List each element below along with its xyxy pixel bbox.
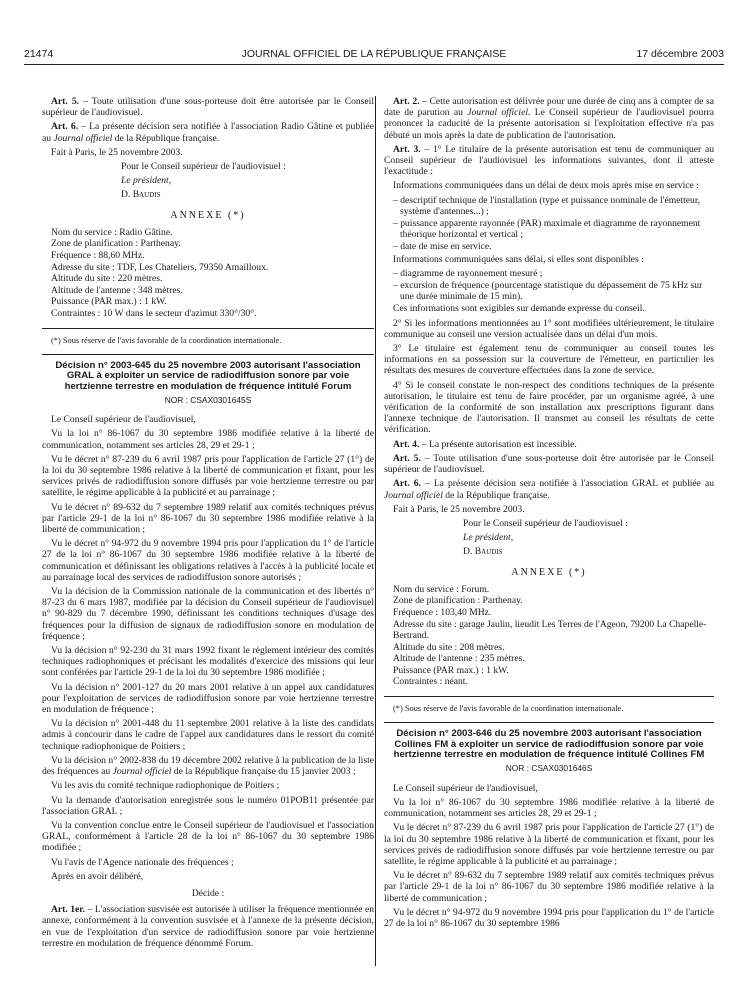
decision-title: Décision n° 2003-645 du 25 novembre 2003 autorisant l'association GRAL à exploiter un service de radiodiffusion sonore par voie hertzienne terrestre en modulation de fréquence intitulé Forum bbox=[55, 359, 361, 392]
annexe-line: Puissance (PAR max.) : 1 kW. bbox=[393, 664, 509, 676]
signature-role: Le président, bbox=[121, 175, 172, 187]
annexe-line: Zone de planification : Parthenay. bbox=[393, 595, 523, 607]
section-rule bbox=[384, 722, 714, 723]
article-6: Art. 6. – La présente décision sera notifiée à l'association GRAL et publiée au Journal officiel de la République française. bbox=[384, 478, 715, 501]
signature-role: Le président, bbox=[463, 532, 514, 544]
article-5: Art. 5. – Toute utilisation d'une sous-porteuse doit être autorisée par le Conseil supérieur de l'audiovisuel. bbox=[42, 96, 375, 119]
visa-paragraph: Vu les avis du comité technique radiophonique de Poitiers ; bbox=[51, 780, 280, 792]
left-column bbox=[42, 96, 374, 952]
annexe-heading: ANNEXE (*) bbox=[170, 209, 246, 221]
body-paragraph: 2° Si les informations mentionnées au 1° sont modifiées ultérieurement, le titulaire communique au conseil une version actualisée dans un délai d'un mois. bbox=[384, 317, 714, 340]
article-5: Art. 5. – Toute utilisation d'une sous-porteuse doit être autorisée par le Conseil supérieur de l'audiovisuel. bbox=[384, 452, 715, 476]
visa-paragraph: Après en avoir délibéré, bbox=[51, 870, 144, 882]
annexe-line: Altitude de l'antenne : 348 mètres. bbox=[51, 284, 183, 296]
info-item: – diagramme de rayonnement mesuré ; bbox=[393, 267, 543, 279]
visa-paragraph: Vu la demande d'autorisation enregistrée sous le numéro 01POB11 présentée par l'association GRAL ; bbox=[42, 794, 374, 817]
visa-paragraph: Vu le décret n° 94-972 du 9 novembre 1994 pris pour l'application du 1° de l'article 27 de la loi n° 86-1067 du 30 septembre 1986 modifiée relative à la liberté de communication et définissant les obligations relatives à l'accès à la publicité locale et au parrainage local des services de radiodiffusion sonore autorisés ; bbox=[42, 538, 374, 583]
page-header bbox=[24, 48, 724, 62]
visa-paragraph: Vu la décision de la Commission nationale de la communication et des libertés n° 87-23 du 6 mars 1987, modifiée par la décision du Conseil supérieur de l'audiovisuel n° 90-829 du 7 décembre 1990, définissant les conditions techniques d'usage des fréquences pour la diffusion de signaux de radiodiffusion sonore en modulation de fréquence ; bbox=[42, 586, 374, 642]
visa-paragraph: Vu la loi n° 86-1067 du 30 septembre 1986 modifiée relative à la liberté de communication, notamment ses articles 28, 29 et 29-1 ; bbox=[384, 796, 714, 820]
info-item: – descriptif technique de l'installation (type et puissance nominale de l'émetteur, système d'antennes...) ; bbox=[393, 194, 701, 217]
annexe-line: Zone de planification : Parthenay. bbox=[51, 238, 181, 250]
header-rule bbox=[24, 64, 724, 65]
page-number: 21474 bbox=[24, 48, 54, 60]
visa-paragraph: Vu la décision n° 2001-448 du 11 septembre 2001 relative à la liste des candidats admis à concourir dans le cadre de l'appel aux candidatures dans le ressort du comité technique radiophonique de Poitiers ; bbox=[42, 718, 374, 752]
annexe-line: Contraintes : néant. bbox=[393, 676, 468, 688]
info-heading: Informations communiquées dans un délai de deux mois après mise en service : bbox=[393, 180, 699, 192]
decision-title: Décision n° 2003-646 du 25 novembre 2003 autorisant l'association Collines FM à exploiter un service de radiodiffusion sonore par voie hertzienne terrestre en modulation de fréquence intitulé Collines FM bbox=[393, 728, 705, 761]
signature-name: D. Baudis bbox=[121, 189, 161, 201]
info-item: – excursion de fréquence (pourcentage statistique du dépassement de 75 kHz sur une durée minimale de 15 min). bbox=[393, 280, 703, 303]
visa-paragraph: Vu la convention conclue entre le Conseil supérieur de l'audiovisuel et l'association GRAL, conformément à l'article 28 de la loi n° 86-1067 du 30 septembre 1986 modifiée ; bbox=[42, 819, 374, 854]
section-rule bbox=[384, 696, 714, 697]
visa-paragraph: Le Conseil supérieur de l'audiovisuel, bbox=[393, 782, 538, 794]
annexe-heading: ANNEXE (*) bbox=[511, 566, 587, 578]
annexe-list bbox=[384, 584, 714, 688]
visa-paragraph: Vu la loi n° 86-1067 du 30 septembre 1986 modifiée relative à la liberté de communication, notamment ses articles 28, 29 et 29-1 ; bbox=[42, 428, 374, 451]
visa-paragraph: Vu le décret n° 94-972 du 9 novembre 1994 pris pour l'application du 1° de l'article 27 de la loi n° 86-1067 du 30 septembre 1986 bbox=[384, 906, 714, 929]
section-rule bbox=[42, 354, 374, 355]
annexe-line: Fréquence : 88,60 MHz. bbox=[51, 250, 145, 262]
info-item: – date de mise en service. bbox=[393, 241, 492, 253]
annexe-line: Adresse du site : garage Jaulin, lieudit Les Terres de l'Ageon, 79200 La Chapelle-Bertrand. bbox=[393, 618, 707, 642]
visa-paragraph: Vu la décision n° 2002-838 du 19 décembre 2002 relative à la publication de la liste des fréquences au Journal officiel de la République française du 15 janvier 2003 ; bbox=[42, 754, 374, 778]
annexe-footnote: (*) Sous réserve de l'avis favorable de la coordination internationale. bbox=[51, 335, 282, 345]
info-item: – puissance apparente rayonnée (PAR) maximale et diagramme de rayonnement théorique horizontal et vertical ; bbox=[393, 218, 701, 241]
fait-a-paris: Fait à Paris, le 25 novembre 2003. bbox=[393, 503, 525, 515]
issue-date: 17 décembre 2003 bbox=[636, 48, 724, 60]
annexe-line: Puissance (PAR max.) : 1 kW. bbox=[51, 296, 167, 308]
visa-paragraph: Vu l'avis de l'Agence nationale des fréquences ; bbox=[51, 856, 234, 868]
annexe-line: Altitude du site : 220 mètres. bbox=[51, 273, 163, 285]
fait-a-paris: Fait à Paris, le 25 novembre 2003. bbox=[51, 146, 183, 158]
article-6: Art. 6. – La présente décision sera notifiée à l'association Radio Gâtine et publiée au Journal officiel de la République française. bbox=[42, 121, 374, 144]
signature-name: D. Baudis bbox=[463, 546, 503, 558]
annexe-line: Nom du service : Forum. bbox=[393, 583, 490, 595]
body-paragraph: Ces informations sont exigibles sur demande expresse du conseil. bbox=[393, 303, 645, 315]
journal-title: JOURNAL OFFICIEL DE LA RÉPUBLIQUE FRANÇAISE bbox=[241, 48, 507, 60]
annexe-line: Altitude de l'antenne : 235 mètres. bbox=[393, 653, 525, 665]
section-rule bbox=[42, 328, 374, 329]
annexe-line: Nom du service : Radio Gâtine. bbox=[51, 226, 173, 238]
decide-heading: Décide : bbox=[191, 887, 225, 899]
nor-reference: NOR : CSAX0301646S bbox=[505, 763, 593, 774]
body-paragraph: 4° Si le conseil constate le non-respect des conditions techniques de la présente autorisation, le titulaire est tenu de faire procéder, par un organisme agréé, à une vérification de la conformité de son installation aux prescriptions figurant dans l'annexe technique de l'autorisation. Il transmet au conseil les résultats de cette vérification. bbox=[384, 379, 714, 436]
article-4: Art. 4. – La présente autorisation est incessible. bbox=[393, 438, 577, 450]
visa-paragraph: Vu le décret n° 89-632 du 7 septembre 1989 relatif aux comités techniques prévus par l'article 29-1 de la loi n° 86-1067 du 30 septembre 1986 modifiée relative à la liberté de communication ; bbox=[42, 501, 374, 536]
info-heading: Informations communiquées sans délai, si elles sont disponibles : bbox=[393, 253, 644, 265]
annexe-footnote: (*) Sous réserve de l'avis favorable de la coordination internationale. bbox=[393, 704, 624, 714]
article-2: Art. 2. – Cette autorisation est délivrée pour une durée de cinq ans à compter de sa date de parution au Journal officiel. Le Conseil supérieur de l'audiovisuel pourra prononcer la caducité de la présente autorisation si l'exploitation effective n'a pas débuté un mois après la date de publication de l'autorisation. bbox=[384, 96, 715, 141]
annexe-line: Fréquence : 103,40 MHz. bbox=[393, 606, 492, 618]
visa-paragraph: Vu le décret n° 89-632 du 7 septembre 1989 relatif aux comités techniques prévus par l'article 29-1 de la loi n° 86-1067 du 30 septembre 1986 modifiée relative à la liberté de communication ; bbox=[384, 870, 714, 904]
nor-reference: NOR : CSAX0301645S bbox=[164, 395, 252, 405]
visa-paragraph: Vu le décret n° 87-239 du 6 avril 1987 pris pour l'application de l'article 27 (1°) de la loi du 30 septembre 1986 relative à la liberté de communication et fixant, pour les services privés de radiodiffusion sonore diffusés par voie hertzienne terrestre ou par satellite, le régime applicable à la publicité et au parrainage ; bbox=[42, 453, 374, 499]
visa-paragraph: Le Conseil supérieur de l'audiovisuel, bbox=[51, 414, 196, 426]
right-column bbox=[384, 96, 714, 932]
visa-paragraph: Vu la décision n° 92-230 du 31 mars 1992 fixant le règlement intérieur des comités techniques radiophoniques et précisant les modalités d'exercice des missions qui leur sont conférées par l'article 29-1 de la loi du 30 septembre 1986 modifiée ; bbox=[42, 645, 374, 679]
body-paragraph: 3° Le titulaire est également tenu de communiquer au conseil toutes les informations en sa possession sur la couverture de l'émetteur, en particulier les résultats des mesures de couverture effectuées dans la zone de service. bbox=[384, 343, 714, 377]
visa-paragraph: Vu la décision n° 2001-127 du 20 mars 2001 relative à un appel aux candidatures pour l'exploitation de services de radiodiffusion sonore par voie hertzienne terrestre en modulation de fréquence ; bbox=[42, 681, 374, 716]
annexe-list bbox=[42, 227, 374, 320]
signature-for: Pour le Conseil supérieur de l'audiovisuel : bbox=[463, 517, 628, 529]
annexe-line: Altitude du site : 208 mètres. bbox=[393, 641, 505, 653]
article-3: Art. 3. – 1° Le titulaire de la présente autorisation est tenu de communiquer au Conseil supérieur de l'audiovisuel les informations suivantes, dont il atteste l'exactitude : bbox=[384, 143, 715, 178]
signature-for: Pour le Conseil supérieur de l'audiovisuel : bbox=[121, 161, 286, 173]
annexe-line: Contraintes : 10 W dans le secteur d'azimut 330°/30°. bbox=[51, 307, 257, 319]
column-divider bbox=[375, 96, 376, 966]
visa-paragraph: Vu le décret n° 87-239 du 6 avril 1987 pris pour l'application de l'article 27 (1°) de la loi du 30 septembre 1986 relative à la liberté de communication et fixant, pour les services privés de radiodiffusion sonore diffusés par voie hertzienne terrestre ou par satellite, le régime applicable à la publicité et au parrainage ; bbox=[384, 822, 714, 867]
annexe-line: Adresse du site : TDF, Les Chateliers, 79350 Amailloux. bbox=[51, 261, 269, 273]
article-1: Art. 1er. – L'association susvisée est autorisée à utiliser la fréquence mentionnée en annexe, conformément à la convention susvisée et à l'annexe de la présente décision, en vue de l'exploitation d'un service de radiodiffusion sonore par voie hertzienne terrestre en modulation de fréquence dénommé Forum. bbox=[42, 904, 375, 949]
